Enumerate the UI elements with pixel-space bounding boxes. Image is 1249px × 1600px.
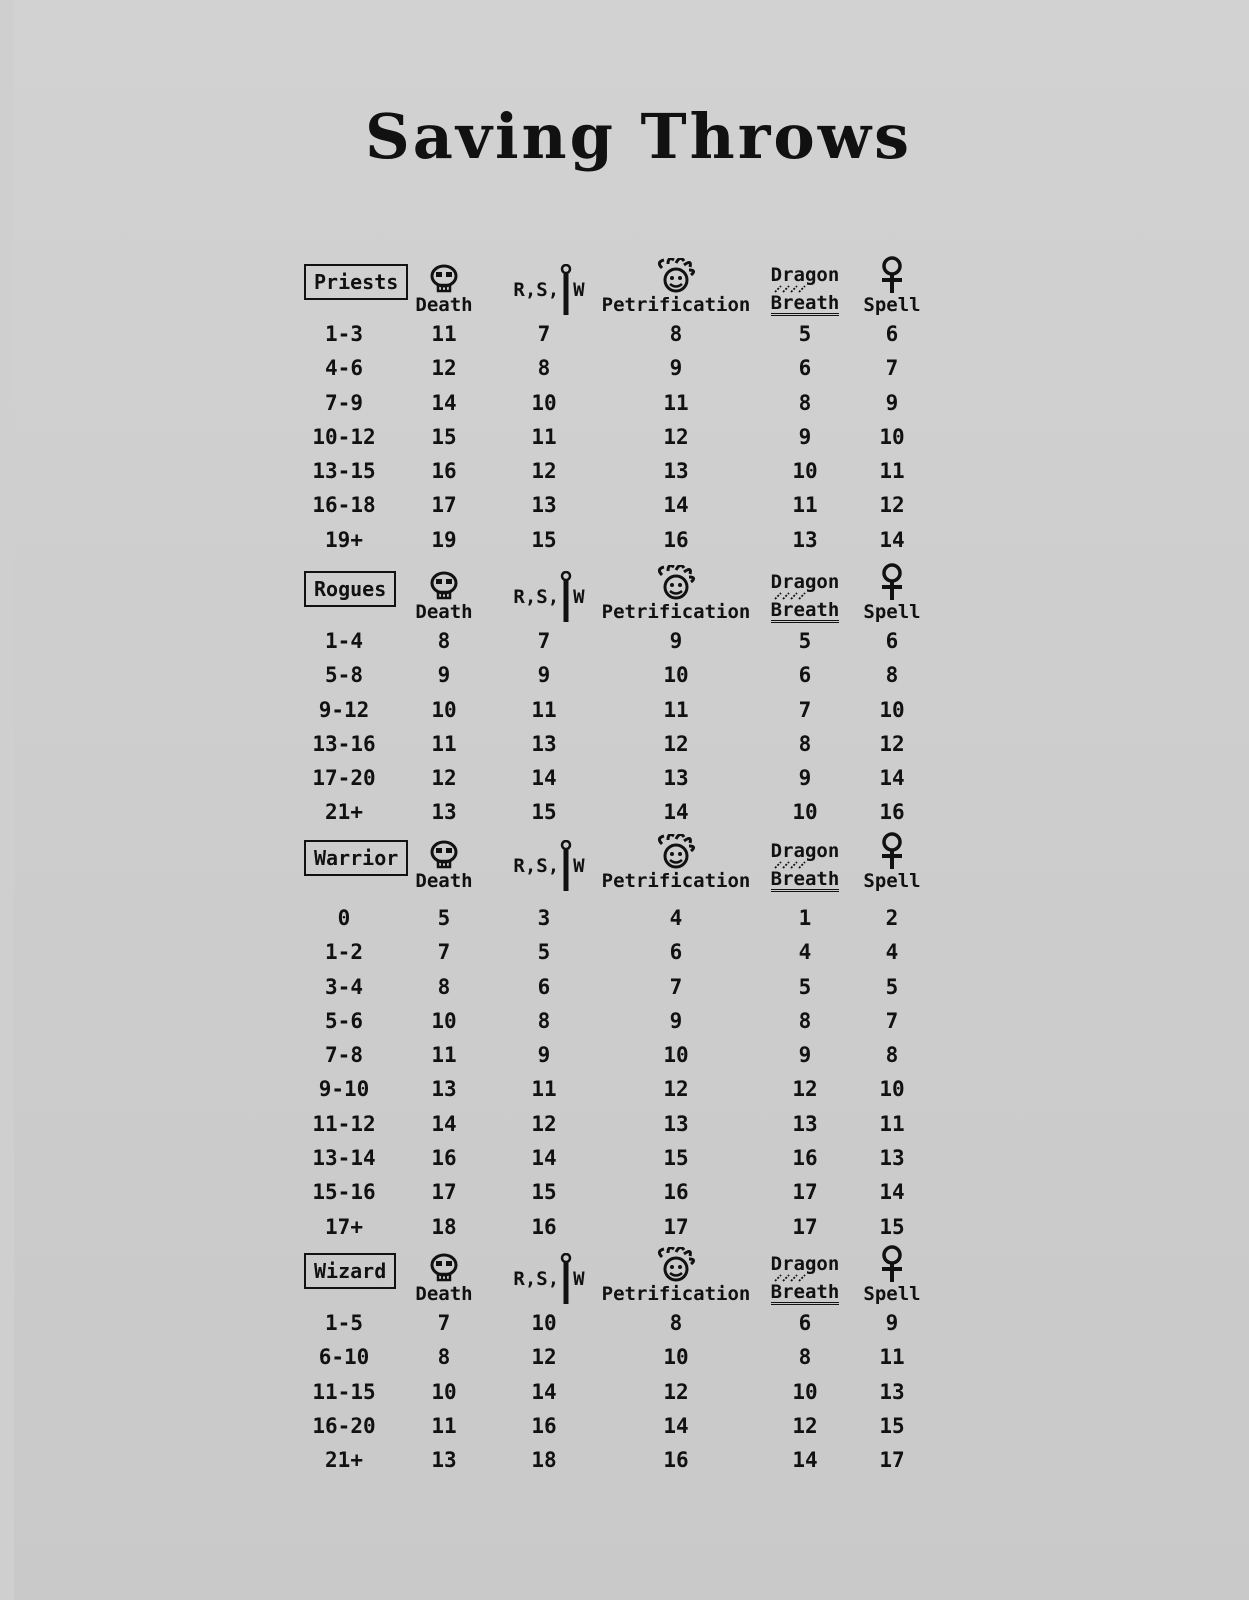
table-cell: 14	[531, 1379, 557, 1404]
dragon-label: Dragon	[770, 1253, 840, 1275]
table-cell: 7	[437, 940, 451, 965]
table-row	[284, 934, 964, 968]
table-cell: 10	[879, 697, 905, 722]
table-cell: 7	[669, 974, 683, 999]
table-cell: 4	[669, 906, 683, 930]
table-cell: 10	[531, 390, 557, 415]
table-cell: 12	[663, 731, 689, 756]
death-column-header	[414, 826, 474, 892]
table-cell: 2	[885, 906, 899, 930]
section-priests	[284, 250, 964, 556]
wand-icon	[559, 840, 573, 892]
table-row	[284, 657, 964, 691]
table-cell: 10	[792, 800, 818, 825]
table-cell: 10	[431, 1379, 457, 1404]
table-cell: 9	[669, 629, 683, 653]
table-row	[284, 1037, 964, 1071]
death-label: Death	[415, 601, 473, 623]
rsw-column-header	[499, 250, 599, 316]
table-cell: 11	[531, 1077, 557, 1102]
table-cell: 15	[531, 1180, 557, 1205]
dragon-label: Dragon	[770, 264, 840, 286]
table-row	[284, 316, 964, 350]
table-cell: 11	[431, 1043, 457, 1068]
table-row	[284, 522, 964, 556]
table-cell: 15	[879, 1413, 905, 1438]
medusa-face-icon	[654, 258, 698, 294]
table-cell: 11	[431, 322, 457, 346]
table-cell: 13	[879, 1379, 905, 1404]
table-cell: 7	[798, 697, 812, 722]
rsw-label: R,S,	[513, 855, 560, 877]
table-cell: 8	[537, 356, 551, 381]
table-cell: 8	[798, 1345, 812, 1370]
table-cell: 15	[531, 527, 557, 552]
rsw-w-label: W	[573, 586, 585, 608]
table-cell: 1	[798, 906, 812, 930]
table-row	[284, 692, 964, 726]
table-cell: 17	[431, 493, 457, 518]
table-cell: 6	[798, 356, 812, 381]
table-cell: 6	[798, 663, 812, 688]
petrification-column-header	[601, 557, 751, 623]
table-cell: 19+	[325, 527, 363, 552]
table-cell: 13	[431, 1448, 457, 1473]
table-cell: 9	[537, 663, 551, 688]
ankh-icon	[878, 1245, 906, 1283]
table-cell: 12	[663, 1379, 689, 1404]
table-cell: 6-10	[318, 1345, 370, 1370]
table-cell: 8	[437, 1345, 451, 1370]
table-cell: 10	[431, 697, 457, 722]
table-cell: 8	[885, 1043, 899, 1068]
table-cell: 14	[531, 766, 557, 791]
petrification-column-header	[601, 1239, 751, 1305]
dragon-label: Dragon	[770, 840, 840, 862]
table-cell: 6	[537, 974, 551, 999]
table-cell: 16	[531, 1214, 557, 1239]
table-cell: 7	[885, 1008, 899, 1033]
rsw-label: R,S,	[513, 586, 560, 608]
table-cell: 11	[879, 1111, 905, 1136]
table-cell: 11	[531, 697, 557, 722]
table-cell: 8	[885, 663, 899, 688]
table-cell: 4	[798, 940, 812, 965]
death-label: Death	[415, 870, 473, 892]
rsw-label: R,S,	[513, 279, 560, 301]
table-cell: 13	[792, 527, 818, 552]
table-cell: 5	[798, 974, 812, 999]
death-label: Death	[415, 294, 473, 316]
table-cell: 9	[798, 1043, 812, 1068]
table-cell: 11	[792, 493, 818, 518]
table-cell: 17	[663, 1214, 689, 1239]
table-cell: 13	[663, 1111, 689, 1136]
table-cell: 5	[798, 629, 812, 653]
table-cell: 6	[885, 629, 899, 653]
table-cell: 7	[537, 629, 551, 653]
table-cell: 13	[663, 459, 689, 484]
table-row	[284, 1442, 964, 1476]
table-cell: 5	[537, 940, 551, 965]
ankh-icon	[878, 832, 906, 870]
table-row	[284, 453, 964, 487]
table-row	[284, 794, 964, 828]
spell-label: Spell	[863, 870, 921, 892]
wand-icon	[559, 1253, 573, 1305]
table-row	[284, 1071, 964, 1105]
rsw-w-label: W	[573, 279, 585, 301]
table-cell: 5-8	[325, 663, 363, 688]
table-cell: 15-16	[312, 1180, 376, 1205]
class-label: Wizard	[304, 1253, 396, 1289]
table-cell: 16	[663, 527, 689, 552]
spell-column-header	[862, 1239, 922, 1305]
table-cell: 7-8	[325, 1043, 363, 1068]
table-cell: 10	[663, 1345, 689, 1370]
section-rogues	[284, 557, 964, 829]
table-cell: 11	[663, 697, 689, 722]
table-cell: 7	[537, 322, 551, 346]
table-cell: 14	[531, 1146, 557, 1171]
table-row	[284, 1106, 964, 1140]
spacer	[284, 892, 964, 900]
table-cell: 16	[663, 1448, 689, 1473]
table-cell: 8	[798, 1008, 812, 1033]
table-cell: 6	[669, 940, 683, 965]
table-cell: 13	[431, 1077, 457, 1102]
petrification-label: Petrification	[601, 601, 751, 623]
section-header	[284, 1239, 964, 1305]
table-cell: 3-4	[325, 974, 363, 999]
table-cell: 15	[663, 1146, 689, 1171]
table-cell: 12	[792, 1413, 818, 1438]
medusa-face-icon	[654, 834, 698, 870]
table-cell: 10	[531, 1311, 557, 1335]
table-cell: 15	[431, 424, 457, 449]
class-label: Warrior	[304, 840, 408, 876]
table-cell: 11-15	[312, 1379, 376, 1404]
table-cell: 8	[669, 322, 683, 346]
dragon-breath-column-header	[760, 826, 850, 892]
wand-icon	[559, 264, 573, 316]
table-cell: 5	[798, 322, 812, 346]
petrification-label: Petrification	[601, 870, 751, 892]
table-cell: 17+	[325, 1214, 363, 1239]
table-row	[284, 969, 964, 1003]
table-row	[284, 760, 964, 794]
table-row	[284, 1174, 964, 1208]
skull-icon	[429, 1253, 459, 1283]
table-cell: 9	[537, 1043, 551, 1068]
class-label: Rogues	[304, 571, 396, 607]
spell-column-header	[862, 826, 922, 892]
table-cell: 11	[531, 424, 557, 449]
section-warrior	[284, 826, 964, 1243]
table-cell: 11	[879, 459, 905, 484]
breath-label: Breath	[770, 292, 840, 314]
table-cell: 14	[879, 766, 905, 791]
table-cell: 12	[792, 1077, 818, 1102]
table-cell: 7	[437, 1311, 451, 1335]
table-row	[284, 900, 964, 934]
table-cell: 17	[792, 1214, 818, 1239]
table-cell: 10	[663, 663, 689, 688]
table-cell: 12	[663, 1077, 689, 1102]
death-column-header	[414, 557, 474, 623]
table-cell: 16	[879, 800, 905, 825]
table-cell: 5	[437, 906, 451, 930]
section-header	[284, 250, 964, 316]
table-row	[284, 1140, 964, 1174]
table-cell: 3	[537, 906, 551, 930]
dragon-breath-column-header	[760, 1239, 850, 1305]
dragon-breath-column-header	[760, 557, 850, 623]
death-column-header	[414, 250, 474, 316]
table-cell: 17-20	[312, 766, 376, 791]
table-cell: 9	[798, 424, 812, 449]
table-cell: 0	[337, 906, 351, 930]
table-cell: 16-20	[312, 1413, 376, 1438]
table-cell: 13-16	[312, 731, 376, 756]
table-cell: 9	[669, 356, 683, 381]
page-title: Saving Throws	[364, 100, 913, 173]
table-cell: 12	[431, 766, 457, 791]
table-row	[284, 350, 964, 384]
section-wizard	[284, 1239, 964, 1476]
table-cell: 8	[798, 731, 812, 756]
table-cell: 1-3	[325, 322, 363, 346]
table-cell: 18	[531, 1448, 557, 1473]
breath-label: Breath	[770, 868, 840, 890]
rsw-column-header	[499, 826, 599, 892]
table-cell: 1-4	[325, 629, 363, 653]
table-cell: 11-12	[312, 1111, 376, 1136]
table-cell: 10	[663, 1043, 689, 1068]
page	[14, 0, 1249, 1600]
table-cell: 9	[798, 766, 812, 791]
death-label: Death	[415, 1283, 473, 1305]
table-row	[284, 385, 964, 419]
table-cell: 10	[431, 1008, 457, 1033]
table-row	[284, 1374, 964, 1408]
wand-icon	[559, 571, 573, 623]
table-cell: 14	[879, 1180, 905, 1205]
table-cell: 8	[537, 1008, 551, 1033]
table-cell: 9	[885, 390, 899, 415]
rsw-label: R,S,	[513, 1268, 560, 1290]
table-cell: 10	[879, 1077, 905, 1102]
table-cell: 14	[879, 527, 905, 552]
spell-column-header	[862, 250, 922, 316]
table-row	[284, 1305, 964, 1339]
section-header	[284, 826, 964, 892]
spell-column-header	[862, 557, 922, 623]
table-cell: 16	[431, 459, 457, 484]
rsw-w-label: W	[573, 1268, 585, 1290]
table-row	[284, 623, 964, 657]
rsw-w-label: W	[573, 855, 585, 877]
breath-label: Breath	[770, 1281, 840, 1303]
table-cell: 13	[879, 1146, 905, 1171]
petrification-column-header	[601, 250, 751, 316]
table-cell: 5-6	[325, 1008, 363, 1033]
table-cell: 17	[792, 1180, 818, 1205]
table-cell: 13	[792, 1111, 818, 1136]
death-column-header	[414, 1239, 474, 1305]
table-cell: 11	[431, 731, 457, 756]
table-cell: 13	[531, 731, 557, 756]
table-row	[284, 1003, 964, 1037]
table-row	[284, 487, 964, 521]
table-cell: 12	[531, 459, 557, 484]
skull-icon	[429, 264, 459, 294]
table-cell: 14	[663, 1413, 689, 1438]
table-cell: 12	[879, 731, 905, 756]
dragon-label: Dragon	[770, 571, 840, 593]
table-cell: 11	[879, 1345, 905, 1370]
table-cell: 16	[431, 1146, 457, 1171]
table-cell: 15	[879, 1214, 905, 1239]
table-cell: 8	[669, 1311, 683, 1335]
table-cell: 8	[437, 974, 451, 999]
class-label: Priests	[304, 264, 408, 300]
dragon-breath-column-header	[760, 250, 850, 316]
rsw-column-header	[499, 557, 599, 623]
skull-icon	[429, 571, 459, 601]
breath-label: Breath	[770, 599, 840, 621]
section-header	[284, 557, 964, 623]
spell-label: Spell	[863, 1283, 921, 1305]
table-cell: 9-10	[318, 1077, 370, 1102]
table-cell: 7-9	[325, 390, 363, 415]
rsw-column-header	[499, 1239, 599, 1305]
table-cell: 14	[663, 800, 689, 825]
table-cell: 13	[431, 800, 457, 825]
table-cell: 1-2	[325, 940, 363, 965]
ankh-icon	[878, 563, 906, 601]
table-cell: 13	[663, 766, 689, 791]
table-cell: 4-6	[325, 356, 363, 381]
table-cell: 10	[792, 1379, 818, 1404]
table-cell: 13-15	[312, 459, 376, 484]
table-cell: 12	[879, 493, 905, 518]
table-row	[284, 726, 964, 760]
table-cell: 16-18	[312, 493, 376, 518]
table-cell: 16	[531, 1413, 557, 1438]
table-cell: 7	[885, 356, 899, 381]
table-cell: 6	[885, 322, 899, 346]
table-cell: 9	[437, 663, 451, 688]
spell-label: Spell	[863, 294, 921, 316]
table-cell: 16	[663, 1180, 689, 1205]
table-cell: 17	[879, 1448, 905, 1473]
table-cell: 12	[531, 1111, 557, 1136]
table-cell: 10-12	[312, 424, 376, 449]
petrification-label: Petrification	[601, 294, 751, 316]
table-cell: 12	[663, 424, 689, 449]
table-cell: 15	[531, 800, 557, 825]
petrification-column-header	[601, 826, 751, 892]
table-row	[284, 419, 964, 453]
table-row	[284, 1408, 964, 1442]
table-cell: 16	[792, 1146, 818, 1171]
spell-label: Spell	[863, 601, 921, 623]
table-cell: 14	[431, 1111, 457, 1136]
table-cell: 1-5	[325, 1311, 363, 1335]
ankh-icon	[878, 256, 906, 294]
table-cell: 14	[792, 1448, 818, 1473]
table-cell: 14	[663, 493, 689, 518]
table-cell: 11	[663, 390, 689, 415]
table-cell: 11	[431, 1413, 457, 1438]
table-cell: 18	[431, 1214, 457, 1239]
table-cell: 12	[531, 1345, 557, 1370]
table-cell: 13	[531, 493, 557, 518]
petrification-label: Petrification	[601, 1283, 751, 1305]
table-cell: 21+	[325, 800, 363, 825]
medusa-face-icon	[654, 1247, 698, 1283]
table-cell: 17	[431, 1180, 457, 1205]
medusa-face-icon	[654, 565, 698, 601]
table-cell: 4	[885, 940, 899, 965]
table-cell: 5	[885, 974, 899, 999]
table-cell: 8	[798, 390, 812, 415]
table-cell: 9-12	[318, 697, 370, 722]
skull-icon	[429, 840, 459, 870]
table-cell: 21+	[325, 1448, 363, 1473]
table-cell: 10	[792, 459, 818, 484]
table-cell: 10	[879, 424, 905, 449]
table-cell: 12	[431, 356, 457, 381]
table-cell: 9	[885, 1311, 899, 1335]
table-cell: 8	[437, 629, 451, 653]
table-cell: 6	[798, 1311, 812, 1335]
table-row	[284, 1209, 964, 1243]
table-cell: 13-14	[312, 1146, 376, 1171]
table-cell: 19	[431, 527, 457, 552]
table-cell: 9	[669, 1008, 683, 1033]
table-cell: 14	[431, 390, 457, 415]
table-row	[284, 1339, 964, 1373]
